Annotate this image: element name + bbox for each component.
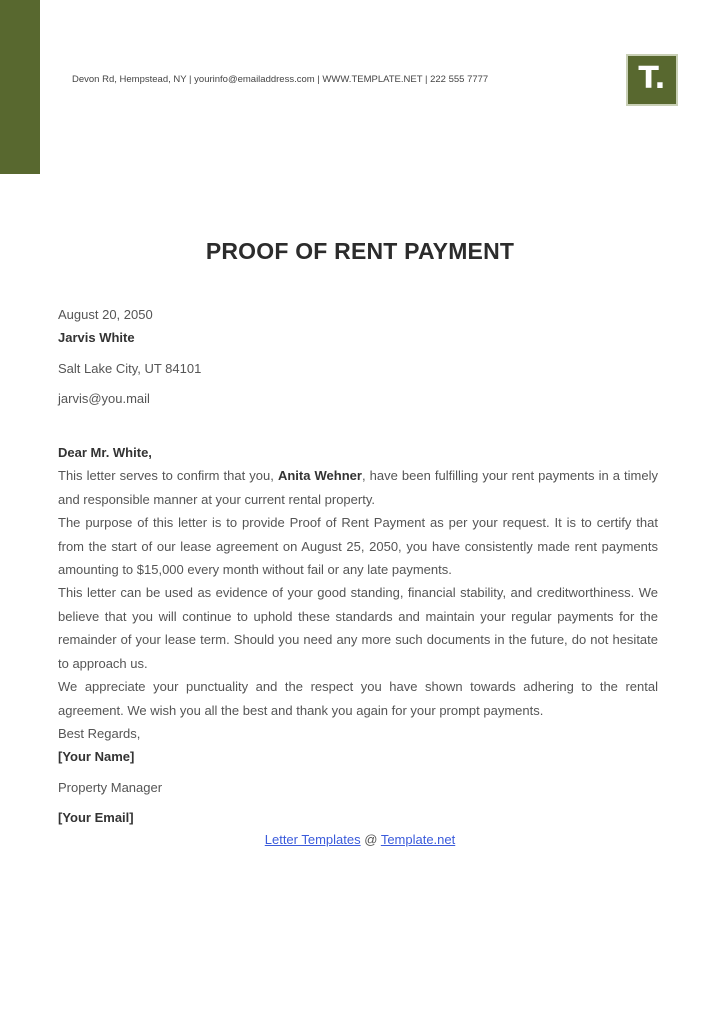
paragraph-evidence: This letter can be used as evidence of your good standing, financial stability, and creditworthiness. We believe that you will continue to uphold these standards and maintain your regular payments for the remainder of your lease term. Should you need any more such documents in the future, do not hesitate to approach us. [58,585,658,671]
recipient-name: Jarvis White [58,330,135,345]
recipient-email: jarvis@you.mail [58,391,150,406]
salutation: Dear Mr. White, [58,445,152,460]
template-net-link[interactable]: Template.net [380,832,456,847]
header-contact-info: Devon Rd, Hempstead, NY | yourinfo@emailaddress.com | WWW.TEMPLATE.NET | 222 555 7777 [72,74,489,85]
closing-regards: Best Regards, [58,726,141,741]
paragraph-purpose: The purpose of this letter is to provide Proof of Rent Payment as per your request. It is to certify that from the start of our lease agreement on August 25, 2050, you have consistently made rent payments amounting to $15,000 every month without fail or any late payments. [58,515,658,577]
document-title: PROOF OF RENT PAYMENT [205,238,515,264]
signer-role: Property Manager [58,780,163,795]
paragraph-confirmation-end: , have been fulfilling your rent payments in a timely and responsible manner at your current rental property. [58,468,659,507]
logo-letter: T. [638,61,666,96]
signer-email: [Your Email] [58,810,134,825]
footer-links [0,832,720,847]
recipient-address: Salt Lake City, UT 84101 [58,361,202,376]
signer-name: [Your Name] [58,749,135,764]
tenant-name: Anita Wehner [277,468,362,483]
accent-sidebar-bar [0,0,40,174]
paragraph-confirmation [58,464,658,511]
paragraph-confirmation-start: This letter serves to confirm that you, [58,468,278,483]
footer-separator: @ [360,832,381,847]
paragraph-appreciation: We appreciate your punctuality and the respect you have shown towards adhering to the rental agreement. We wish you all the best and thank you again for your prompt payments. [58,679,658,718]
letter-date: August 20, 2050 [58,307,153,322]
template-logo-icon [626,54,678,106]
letter-templates-link[interactable]: Letter Templates [264,832,361,847]
